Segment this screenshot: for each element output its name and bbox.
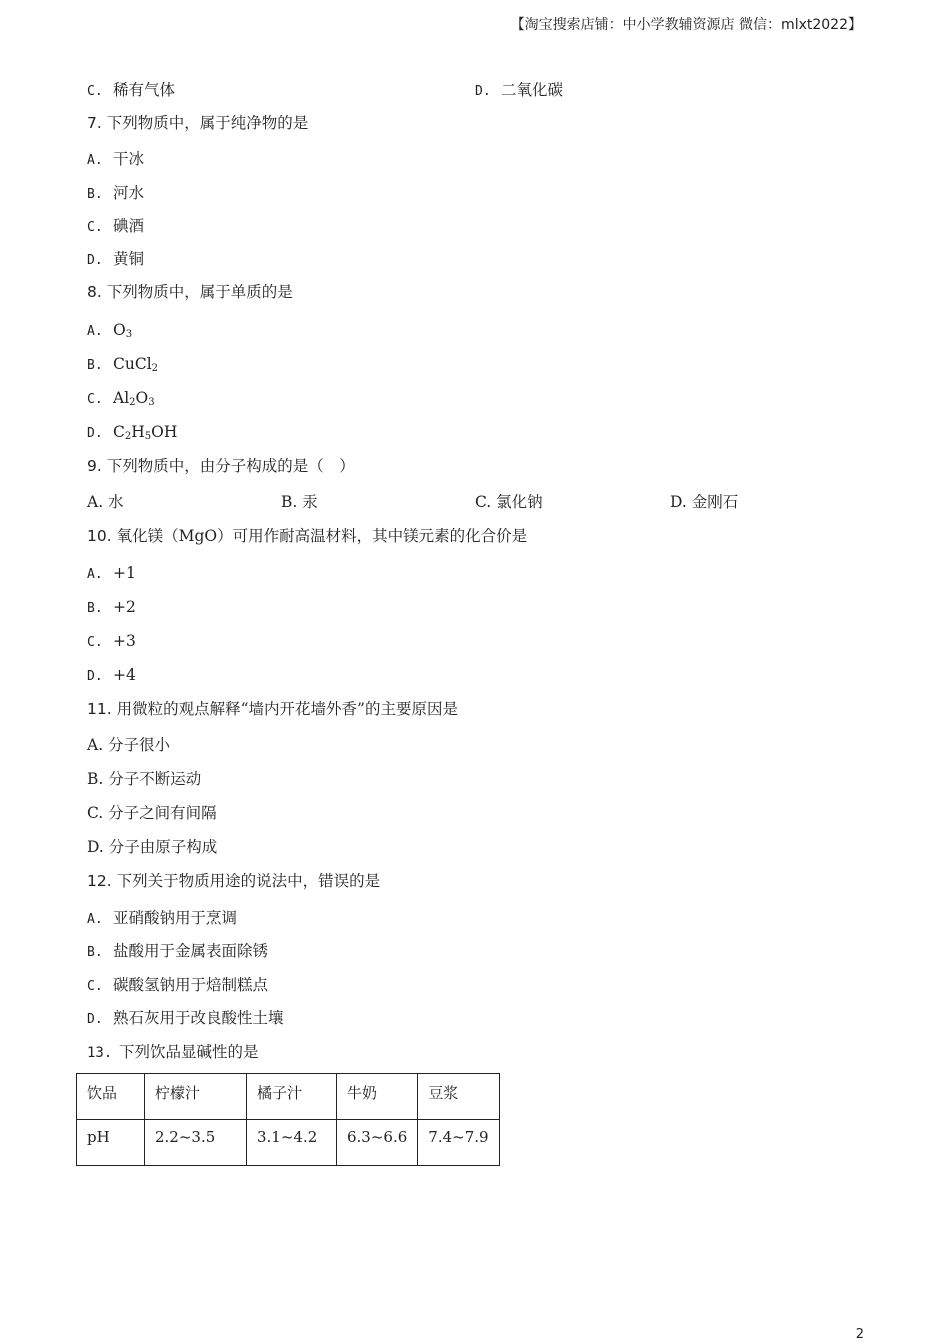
q10-option-a <box>87 563 136 585</box>
table-cell: 牛奶 <box>337 1074 418 1120</box>
question-text: 用微粒的观点解释“墙内开花墙外香”的主要原因是 <box>116 700 458 718</box>
question-text: 氧化镁（MgO）可用作耐高温材料，其中镁元素的化合价是 <box>116 527 528 545</box>
option-formula: $C_2H_5OH$ <box>113 423 178 442</box>
option-letter: D. <box>87 253 103 268</box>
q11-option-b: B. 分子不断运动 <box>87 770 202 788</box>
q10-option-d <box>87 665 136 687</box>
table-row <box>77 1120 500 1166</box>
q7-option-b <box>87 183 144 205</box>
option-text: 河水 <box>113 184 145 202</box>
option-text: 二氧化碳 <box>501 81 564 99</box>
option-text: 亚硝酸钠用于烹调 <box>113 909 238 927</box>
question-text: 下列关于物质用途的说法中，错误的是 <box>116 872 381 890</box>
option-formula: $O_3$ <box>113 321 133 340</box>
q13-stem <box>87 1042 259 1063</box>
option-text: +2 <box>113 598 136 616</box>
q10-option-c <box>87 631 136 653</box>
q9-option-a: A. 水 <box>87 493 124 511</box>
option-letter: A. <box>87 912 103 927</box>
q7-stem <box>87 113 308 133</box>
q12-stem <box>87 871 380 891</box>
q8-option-d <box>87 422 177 447</box>
option-letter: C. <box>87 979 103 994</box>
option-letter: C. <box>87 84 103 99</box>
question-number: 7. <box>87 114 102 132</box>
question-number: 11. <box>87 700 112 718</box>
question-number: 13. <box>87 1045 113 1061</box>
page-number: 2 <box>855 1327 864 1342</box>
option-text: 干冰 <box>113 150 145 168</box>
option-text: +3 <box>113 632 136 650</box>
table-cell: 3.1~4.2 <box>247 1120 337 1166</box>
option-letter: D. <box>475 84 491 99</box>
q10-option-b <box>87 597 136 619</box>
option-text: 熟石灰用于改良酸性土壤 <box>113 1009 284 1027</box>
ph-table <box>76 1073 500 1166</box>
table-cell: 豆浆 <box>418 1074 499 1120</box>
q9-option-d: D. 金刚石 <box>670 493 739 511</box>
question-text: 下列物质中，属于单质的是 <box>106 283 293 301</box>
q10-stem <box>87 526 527 546</box>
q9-stem <box>87 456 355 476</box>
q7-option-c <box>87 216 144 238</box>
option-formula: CuCl$_2$ <box>113 355 159 374</box>
q12-option-b <box>87 941 268 963</box>
option-text: 稀有气体 <box>113 81 176 99</box>
page-header: 【淘宝搜索店铺：中小学教辅资源店 微信：mlxt2022】 <box>510 17 862 33</box>
option-formula: $Al_2O_3$ <box>113 389 155 408</box>
q6-option-d <box>475 80 563 102</box>
question-number: 8. <box>87 283 102 301</box>
option-letter: D. <box>87 669 103 684</box>
option-letter: A. <box>87 153 103 168</box>
q9-option-b: B. 汞 <box>281 493 318 511</box>
q6-option-c <box>87 80 175 102</box>
option-text: +4 <box>113 666 136 684</box>
table-cell: 6.3~6.6 <box>337 1120 418 1166</box>
q11-stem <box>87 699 458 719</box>
option-letter: B. <box>87 187 103 202</box>
option-text: +1 <box>113 564 136 582</box>
option-letter: C. <box>87 220 103 235</box>
q8-option-c <box>87 388 155 413</box>
q11-option-c: C. 分子之间有间隔 <box>87 804 217 822</box>
q12-option-a <box>87 908 237 930</box>
option-letter: D. <box>87 426 103 441</box>
question-number: 9. <box>87 457 102 475</box>
option-text: 黄铜 <box>113 250 145 268</box>
option-letter: D. <box>87 1012 103 1027</box>
q8-option-b <box>87 354 158 379</box>
q7-option-a <box>87 149 144 171</box>
q8-stem <box>87 282 293 302</box>
q9-option-c: C. 氯化钠 <box>475 493 543 511</box>
table-cell: 饮品 <box>77 1074 145 1120</box>
option-text: 盐酸用于金属表面除锈 <box>113 942 269 960</box>
q12-option-c <box>87 975 268 997</box>
question-text: 下列物质中，属于纯净物的是 <box>106 114 309 132</box>
q7-option-d <box>87 249 144 271</box>
question-number: 10. <box>87 527 112 545</box>
option-letter: B. <box>87 358 103 373</box>
q11-option-d: D. 分子由原子构成 <box>87 838 218 856</box>
q8-option-a <box>87 320 132 345</box>
table-cell: pH <box>77 1120 145 1166</box>
q12-option-d <box>87 1008 284 1030</box>
option-text: 碘酒 <box>113 217 145 235</box>
option-letter: A. <box>87 567 103 582</box>
option-text: 碳酸氢钠用于焙制糕点 <box>113 976 269 994</box>
option-letter: B. <box>87 945 103 960</box>
table-cell: 橘子汁 <box>247 1074 337 1120</box>
question-number: 12. <box>87 872 112 890</box>
table-cell: 柠檬汁 <box>145 1074 247 1120</box>
table-header-row <box>77 1074 500 1120</box>
question-text: 下列物质中，由分子构成的是（ ） <box>106 457 355 475</box>
table-cell: 7.4~7.9 <box>418 1120 499 1166</box>
option-letter: C. <box>87 635 103 650</box>
option-letter: C. <box>87 392 103 407</box>
option-letter: A. <box>87 324 103 339</box>
question-text: 下列饮品显碱性的是 <box>119 1043 259 1061</box>
q11-option-a: A. 分子很小 <box>87 736 171 754</box>
table-cell: 2.2~3.5 <box>145 1120 247 1166</box>
option-letter: B. <box>87 601 103 616</box>
